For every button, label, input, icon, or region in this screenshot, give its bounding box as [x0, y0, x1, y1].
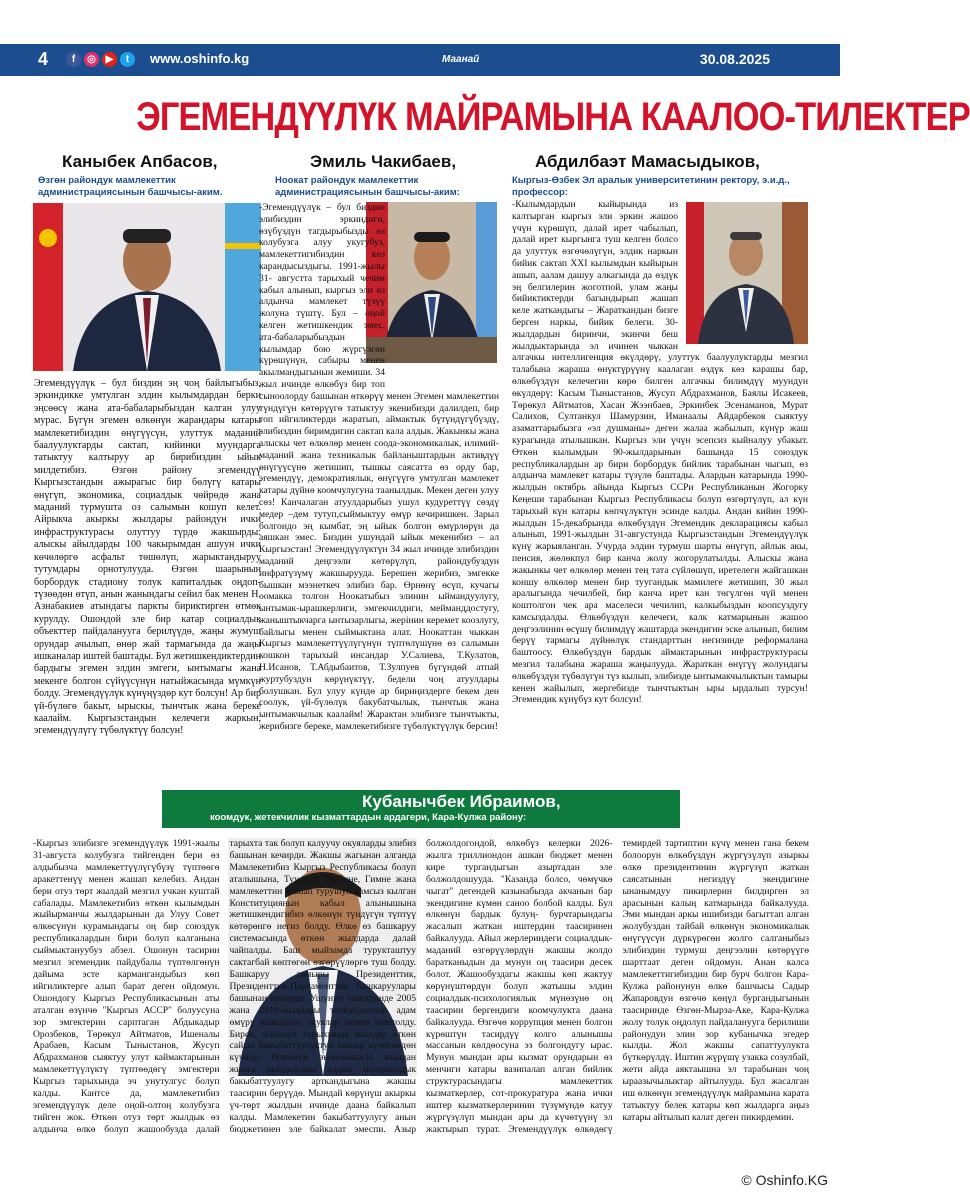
author-photo-apbasov — [33, 203, 261, 371]
author-name: Каныбек Апбасов, — [62, 152, 218, 171]
author-role: Кыргыз-Өзбек Эл аралык университетинин ректору, э.и.д., профессор: — [512, 175, 790, 198]
author-name: Абдилбаэт Мамасыдыков, — [535, 152, 760, 171]
author-name: Эмиль Чакибаев, — [310, 152, 457, 171]
article-body: -Эгемендүүлүк – бул биздин элибиздин эркиндиги, өзүбүздүн тагдырыбызды өз колубузга алуу укугубуз, мамлекеттигибиздин көз карандысыздыгы. 1991-жылы 31- августта тарыхый чечим кабыл алынып, кыргыз эли өз алдынча мамлекет түзүү жолуна түштү. Бул – оңой келген жетишкендик эмес, ата-бабаларыбыздын кылымдар бою жүргүзгөн күрөшүнүн, сабыры менен акылмандыгынын жемиши. 34 жыл ичинде өлкөбүз бир топ сыноолорду башынан өткөрүү менен Эгемен мамлекеттин түндүгүн көтөрүүгө татыктуу экенибизди далилдеп, бир топ ийгиликтерди жаратып, аймактык бүтүндүгүбүздү, элибиздин биримдигин сактап кала алдык. Жакынкы жана алыскы чет өлкөлөр менен соода-экономикалык, илимий- маданий жана техникалык байланыштардын активдүү өнүгүүсүнө жетишип, тышкы саясатта өз орду бар, эгемендүү, демократиялык, өнүгүүгө умтулган мамлекет катары дүйнө коомчулугуна таанылдык. Мекен деген улуу сөз! Канчалаган атуулдарыбыз ушул кудуреттүү сөздү медер –дем тутуп,сыймыктуу өмүр кечиришкен. Зарыл болгондо эң кымбат, эң ыйык болгон өмүрлөрүн да аяшкан эмес. Биздин ушундай ыйык мекенибиз – ал Кыргызстан! Эгемендүүлүктүн 34 жыл ичинде элибиздин маданий деңгээли көтөрүлүп, райондубуздун инфратүзүмү жакшырууда. Берешен жерибиз, эмгекке бышкан мээнеткеч элибиз бар. Өрнөнү өсүп, кучагы оомакка толгон Ноокатыбыз элинин ыймандуулугу, ынтымак-ырашкерлиги, эмгекчилдиги, мейманддостугу, жаныштыкчарга ынтызарлыгы, жерінин керемет коозлугу, байлыгы менен сыймыктана алат. Ноокаттан чыккан Кыргыз мамлекеттүүлүгүнүн түптөлүшүнө өз салымын кошкон тарыхый инсандар У.Салиева, Т.Кулатов, Н.Исанов, Т.Абдыбаитов, Т.Зулпуев бүгүндөй атпай журтубуздун көрүнүктүү, бедели чоң атуулдары болушкан. Бул улуу күндө ар бириңиздерге бекем ден соолук, үй-бүлөлүк бакубатчылык, тынчтык жана ынтымакчылык каалайм! Жарактан элибизге тынчтыкты, жерибизге береке, мамлекетибизге түбөлүктүүлүк берсин! — [259, 202, 499, 733]
section-label: Маанай — [442, 54, 480, 65]
page-headline: ЭГЕМЕНДҮҮЛҮК МАЙРАМЫНА КААЛОО-ТИЛЕКТЕР — [136, 95, 970, 139]
page-number: 4 — [38, 49, 49, 69]
author-role: Ноокат райондук мамлекеттик администрациясынын башчысы-аким: — [275, 175, 460, 198]
article-body: -Кыргыз элибизге эгемендүүлүк 1991-жылы 31-августа колубузга тийгенден бери өз алдыбызча мамлекеттүүлүгүбүзү түптөөгө аракеттенүү менен жашап келебиз. Андан бери отуз төрт жылдай мезгил учкан куштай сабалады. Мамлекетибиз өткөн кылымдын жыйырманчы жылдарынын да Улуу Совет өлкөсүнүн курамындагы оң бир союздук республикалардын бири болуп калганына сыймыктануубуз абзел. Ошонун тасирин мезгил эгемендик пайдубалы түптөлгөнүн дайыма эсте кармангандыбыз көп ийгиликтерге алып барат деген ойдомун. Ошондогу Кыргыз Республикасынын аты аталган өзүнчө "Кыргыз АССР" болуусуна зор эмгектерин сарптаган Абдыкадыр Орозбеков, Төрөкул Айтматов, Ишеналы Арабаев, Касым Тыныстанов, Жусуп Абдрахманов сыяктуу улут каймактарынын мамлекеттүүлүктү түптөөдөгү эмгектери Кыргыз тарыхында эч унутулгус болуп калды. Кантсе да, мамлекетибиз эгемендүүлүк деле оңой-олтоң колубузга тийген жок. Өткөн отуз төрт жылдык өз алдынча өлкө болуп жашообузда далай тарыхта так болуп калуучу окуяларды элибиз башынан кечирди. Жакшы жагынан алганда Мамлекетибиз Кыргыз Республикасы болуп аталышына, Туусуна, Гербине, Гимне жана мамлекеттин жашап турушун камсыз кылган Конституциянын кабыл алынышына жетишкендигибиз өлкөнүн түндүгүн түптүү көтөрөнгө негиз болду. Өлкө өз башкаруу системасында өткөн жылдарда далай чайпалды. Баш мыйзамда турукташтуу сактагбай көптөгөн өзгөрүүлөргө туш болду. Башкаруу тамыры Президенттик, Президенттик-Парламенттик башкаруулары башынан кечирди. Ушунун таасиринде 2005 жана 2010-жылдары толкундоолор адам өмүрү кыйылган окуялар менен коштолду. Бирок, өлкөнүн тарыхында жылдар өткөн сайын бакыбаттуулуктун таасир күчөгөндөн күчөдү. Өлкөнүн экономикасы жылдан жылга чыңдалганы элдин материалдык бакыбаттуулугу арткандыгына жакшы таасирин берүүдө. Мындай көрүнүш акыркы үч-төрт жылдын ичинде даана байкалып калды. Мамлекетин бакыбаттуулугу анын бюджетинен эле байкалат эмеспи. Азыр болжолдогондой, өлкөбүз келерки 2026-жылга триллиондон ашкан бюджет менен кире тургандыгын азыртадан эле болжолдошууда. "Казанда болсо, чөмүчкө чыгат" дегендей казынабызда акчанын бар экендигине күмөн саноо болбой калды. Бул өлкөнүн бардык булуң- бурчтарындагы жасалып жаткан иштердин таасиринен байкалууда. Айыл жерлериндеги социалдык- маданий өзгөрүүлөрдүн жакшы жолдо баратканыдын да мунун оң таасири десек болот. Жашообуздагы жакшы көп жактуу көрүнүштөрдүн болуп жатышы элдин социалдык-психологиялык мүнөзүнө оң таасирин бергендиги коомчулукта даана байкалууда. Өзгөчө коррупция менен болгон күрөштүн тасирдүү колго алынышы массанын көлдөосуна эз болгондугу ырас. Мунун мындан ары кызмат орундарын өз менчиги катары вазипалап алган бийлик структурасындагы мамлекеттик кызматкерлер, сот-прокуратура жана ички иштер кызматкерлеринин түзүмүндө катуу жүргүзүлүп мындан ары да күчөтүүнү эл жактырып турат. Эгемендүүлүк өлкөдөгү темирдей тартиптин күчү менен гана бекем болоорун өлкөбүздүн жүргүзүлүп азыркы өлкө президентинин жүргүзүп жаткан саясатынын негиздүү экендигине ынанымдуу пикирлерин билдирген эл арасынын калың катмарында байкалууда. Эми мындан аркы ишибизди багыттап алган жолубуздан тайбай өлкөнүн экономикалык өнүгүүсүн дүркүрөгөн жолго салганыбыз элибиздин турмуш деңгээлин көтөрүүгө шарттаат деген ойдомун. Анан калса мамлекеттигибиздин бир бурч болгон Кара-Кулжа районунун өлкө башчысы Садыр Жапаровдун өзгөчө көңүл бургандыгынын таасиринде Өзгөн-Мырза-Аке, Кара-Кулжа жолу толук оңдолуп пайдаланууга берилиши районудун элин зор кубанычка эгедер кылды. Жол жакшы сапаттуулукта бүткөрүлдү. Иштин жүрүшү узакка созулбай, жети айда аяктаышна эл тарабынан чоң ыраазычылыктар айтылууда. Бул жасалган иш өлкөнүн эгемендүүлүк майрамына карата татыктуу белек катары көп жылдарга аңыз катары айтылып калат деген пикирдемин. — [33, 838, 809, 1135]
copyright-watermark: © Oshinfo.KG — [741, 1172, 828, 1188]
facebook-icon[interactable]: f — [66, 52, 81, 67]
twitter-icon[interactable]: t — [120, 52, 135, 67]
site-link[interactable]: www.oshinfo.kg — [150, 51, 250, 66]
author-role: Өзгөн райондук мамлекеттик администрациясынын башчысы-аким. — [38, 175, 223, 198]
youtube-icon[interactable]: ▶ — [102, 52, 117, 67]
article-body: -Кылымдардын кыйырында из калтырган кыргыз эли эркин жашоо үчүн күрөшүп, далай ирет чабылып, далай ирет кыргынга туш келген болсо да улуттук өзгөчөлүгүн, элдик наркын бийик сактап XXI кылымдын кыйырын ашып, аалам дашуу алкагында да өздүк эң белгилерин жоготпой, улам жаңы бийиктиктерди багындырып жашап келе жаткандыгы – Жараткандын бизге берген наркы, бийик белеги. 30-жылдардын биринчи, экинчи беш жылдыктарында эл ичинен чыккан алгачкы интеллигенция өкүлдөрү, улуттук баалуулуктарды мезгил талабына жараша өнүктүрүүнү каалаган өздүк көз карашы бар, өлкөбүздүн келечегин көрө билген алгачкы билимдүү муундун өкүлдөрү: Касым Тыныстанов, Жусуп Абдрахманов, Баялы Исакеев, Төрөкул Айтматов, Хасан Жээнбаев, Эркинбек Эсенаманов, Мурат Салихов, Султанкул Шамурзин, Иманаалы Айдарбеков сыяктуу азаматтарыбызга «эл душманы» деген жалаа жабылып, күнүр жаш курагында атылышкан. Кыргыз эли үчүн эсепсиз кыйналуу убакыт. Өткөн кылымдын 90-жылдарынын башында 15 союздук республикалардын ар бири борбордук бийлик тарабынан чыгып, өз алдынча мамлекет катары түзүлө баштады. Алардын катарында 1990-жылдын октябрь айында Кыргыз ССРи Республиканын Жогорку Кеңеши тарабынан Кыргыз Республикасы болуп өзгөртүлүп, ал күн тарыхый күн катары көпчүлүктүн эсинде калды. Андан кийин 1990-жылдын 15-декабрында өлкөбүздүн Эгемендик декларациясы кабыл алынып, 1991-жылдын 31-августунда Кыргызстандын Эгемендүүлүк күнү жарыяланган. Учурда элдин турмуш шарты өнүгүп, айлык акы, пенсия, жөлөкпул бир канча жолу жогорулатылды. Алыскы жана жакынкы чет өлкөлөр менен тең тата сүйлөшүп, иретелеги жайгашкан коншу өлкөлөр менен бир туугандык мамилеге жетишип, 30 жыл аралыгында чечилбей, бир канча ирет кан төгүлгөн чүй менен коштолгон чек ара маселеси чечилип, калкыбыздын коопсуздугу камсыздалды. Өлкөбүздүн келечеги, калк катмарынын жашоо деңгээлинин өсүшү билимдүү жаштарда экендигин эске алынып, билим берүү тармагы дүйнөлүк стандарттын негизинде реформалана баштоосу. Өлкөбүздүн бардык аймактарынын инфраструктурасы мезгил талабына жараша жаңылууда. Жараткан өнүгүү жолундагы өлкөбүздүн түбөлүгүн түз кылып, элибизде ынтымакчылыктын тамыры кенен жайылып, жергебизде тынчтыктын ыры ырдалып турсун! Эгемендик күнүбүз кут болсун! — [512, 199, 808, 706]
feature-banner — [162, 790, 680, 828]
instagram-icon[interactable]: ◎ — [84, 52, 99, 67]
author-name: Кубанычбек Ибраимов, — [362, 792, 561, 811]
page-header-bar — [0, 44, 840, 76]
issue-date: 30.08.2025 — [699, 51, 770, 67]
article-body: Эгемендүүлүк – бул биздин эң чоң байлыгыбыз, эркиндикке умтулган элдин кылымдардан берки эңсөөсү жана ата-бабаларыбыздан калган улуу мурас. Бүгүн эгемен өлкөнүн жарандары катары мамлекетибиздин өнүгүүсүн, улуттук маданий баалуулуктарды сактап, кийинки муундарга татыктуу калтыруу ар бирибиздин ыйык милдетибиз. Өзгөн району эгемендүү Кыргызстандын ажырагыс бир бөлүгү катары өнүгүп, экономика, социалдык чөйрөдө жана маданий турмушта оз салымын кошуп келет. Айрыкча акыркы жылдары райондун ички инфраструктурасы олуттуу түрдө жакшырды: алыскы айылдарды 100 чакырымдан ашуун ички көчөлөргө асфальт төшөлүп, жарыктандыруу тутумдары орнотулууда. Өзгөн шаарынын борбордук стадиону толук капиталдык оңдоп-түзөөдөн өтүп, анын жанындагы сейил бак менен Н. Азнабакиев атындагы паркты бириктирген өтмөк курулду. Ошондой эле бир катар социалдык объекттер пайдаланууга берилүүдө, жаңы жумуш орундар ачылып, өнөр жай тармагында да жаңы ишканалар иштей баштады. Бул жетишкендиктердин бардыгы эгемен элдин эмгеги, ынтымагы жана мекенге болгон сүйүүсүнүн натыйжасында мүмкүн болду. Эгемендүүлүк күнүңүздөр кут болсун! Ар бир үй-бүлөгө бакыт, ырыскы, тынчтык жана береке каалайм. Кыргызстандын келечеги жаркын, эгемендүүлүгү түбөлүктүү болсун! — [34, 378, 261, 737]
author-role: коомдук, жетекчилик кызматтардын ардагери, Кара-Кулжа району: — [210, 812, 527, 823]
social-icons — [66, 52, 135, 67]
